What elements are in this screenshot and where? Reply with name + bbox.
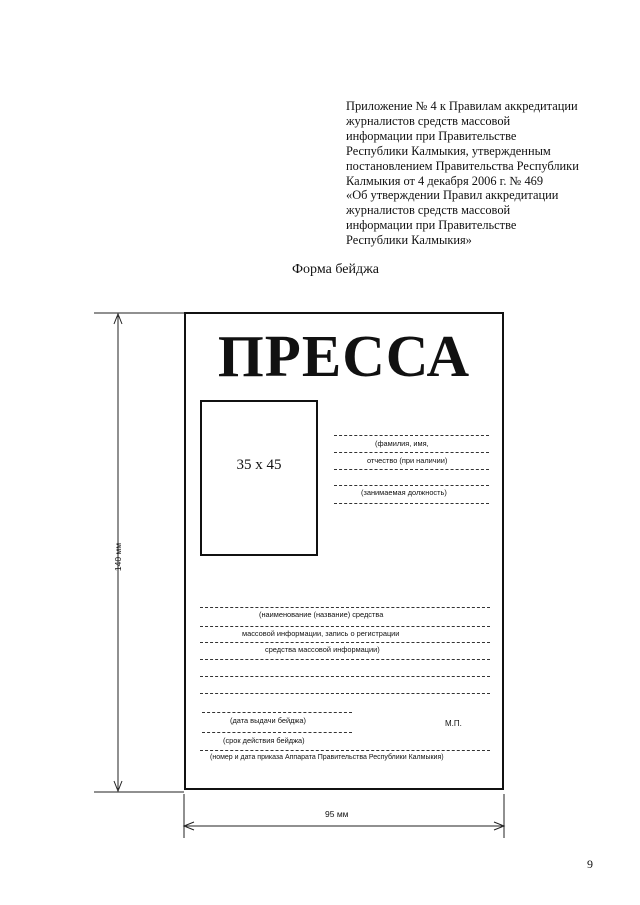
media-caption-2: массовой информации, запись о регистрации (242, 629, 400, 638)
media-line (200, 642, 490, 643)
page-number: 9 (587, 857, 593, 871)
photo-size-label: 35 х 45 (236, 457, 282, 473)
validity-line (202, 732, 352, 733)
media-line (200, 693, 490, 694)
appendix-line: Приложение № 4 к Правилам аккредитации (346, 99, 578, 113)
appendix-line: журналистов средств массовой (346, 113, 511, 128)
badge-heading: ПРЕССА (217, 323, 471, 389)
media-caption-1: (наименование (название) средства (259, 610, 384, 619)
name-caption-2: отчество (при наличии) (367, 456, 448, 465)
appendix-line: «Об утверждении Правил аккредитации (346, 188, 559, 203)
appendix-header (346, 99, 606, 248)
appendix-line: Республики Калмыкия, утвержденным (346, 143, 551, 158)
appendix-line: постановлением Правительства Республики (346, 158, 579, 173)
appendix-line: информации при Правительстве (346, 218, 517, 233)
order-line (200, 750, 490, 751)
appendix-line: Республики Калмыкия» (346, 233, 472, 248)
name-caption-1: (фамилия, имя, (375, 439, 429, 448)
position-line (334, 503, 489, 504)
order-caption: (номер и дата приказа Аппарата Правительства Республики Калмыкия) (210, 754, 444, 761)
media-caption-3: средства массовой информации) (265, 645, 380, 654)
position-line (334, 469, 489, 470)
photo-placeholder (200, 400, 318, 556)
form-title: Форма бейджа (292, 262, 379, 277)
position-caption: (занимаемая должность) (361, 488, 447, 497)
media-line (200, 676, 490, 677)
issue-date-caption: (дата выдачи бейджа) (230, 716, 306, 725)
validity-caption: (срок действия бейджа) (223, 736, 305, 745)
position-line (334, 485, 489, 486)
issue-date-line (202, 712, 352, 713)
appendix-line: информации при Правительстве (346, 128, 517, 143)
appendix-line: журналистов средств массовой (346, 203, 511, 218)
height-dimension-label: 140 мм (113, 542, 124, 572)
appendix-line: Калмыкия от 4 декабря 2006 г. № 469 (346, 173, 544, 188)
media-line (200, 659, 490, 660)
badge-template (184, 312, 504, 790)
stamp-label: М.П. (445, 719, 462, 728)
name-line (334, 435, 489, 436)
media-line (200, 626, 490, 627)
width-dimension-label: 95 мм (325, 809, 349, 819)
media-line (200, 607, 490, 608)
name-line (334, 452, 489, 453)
